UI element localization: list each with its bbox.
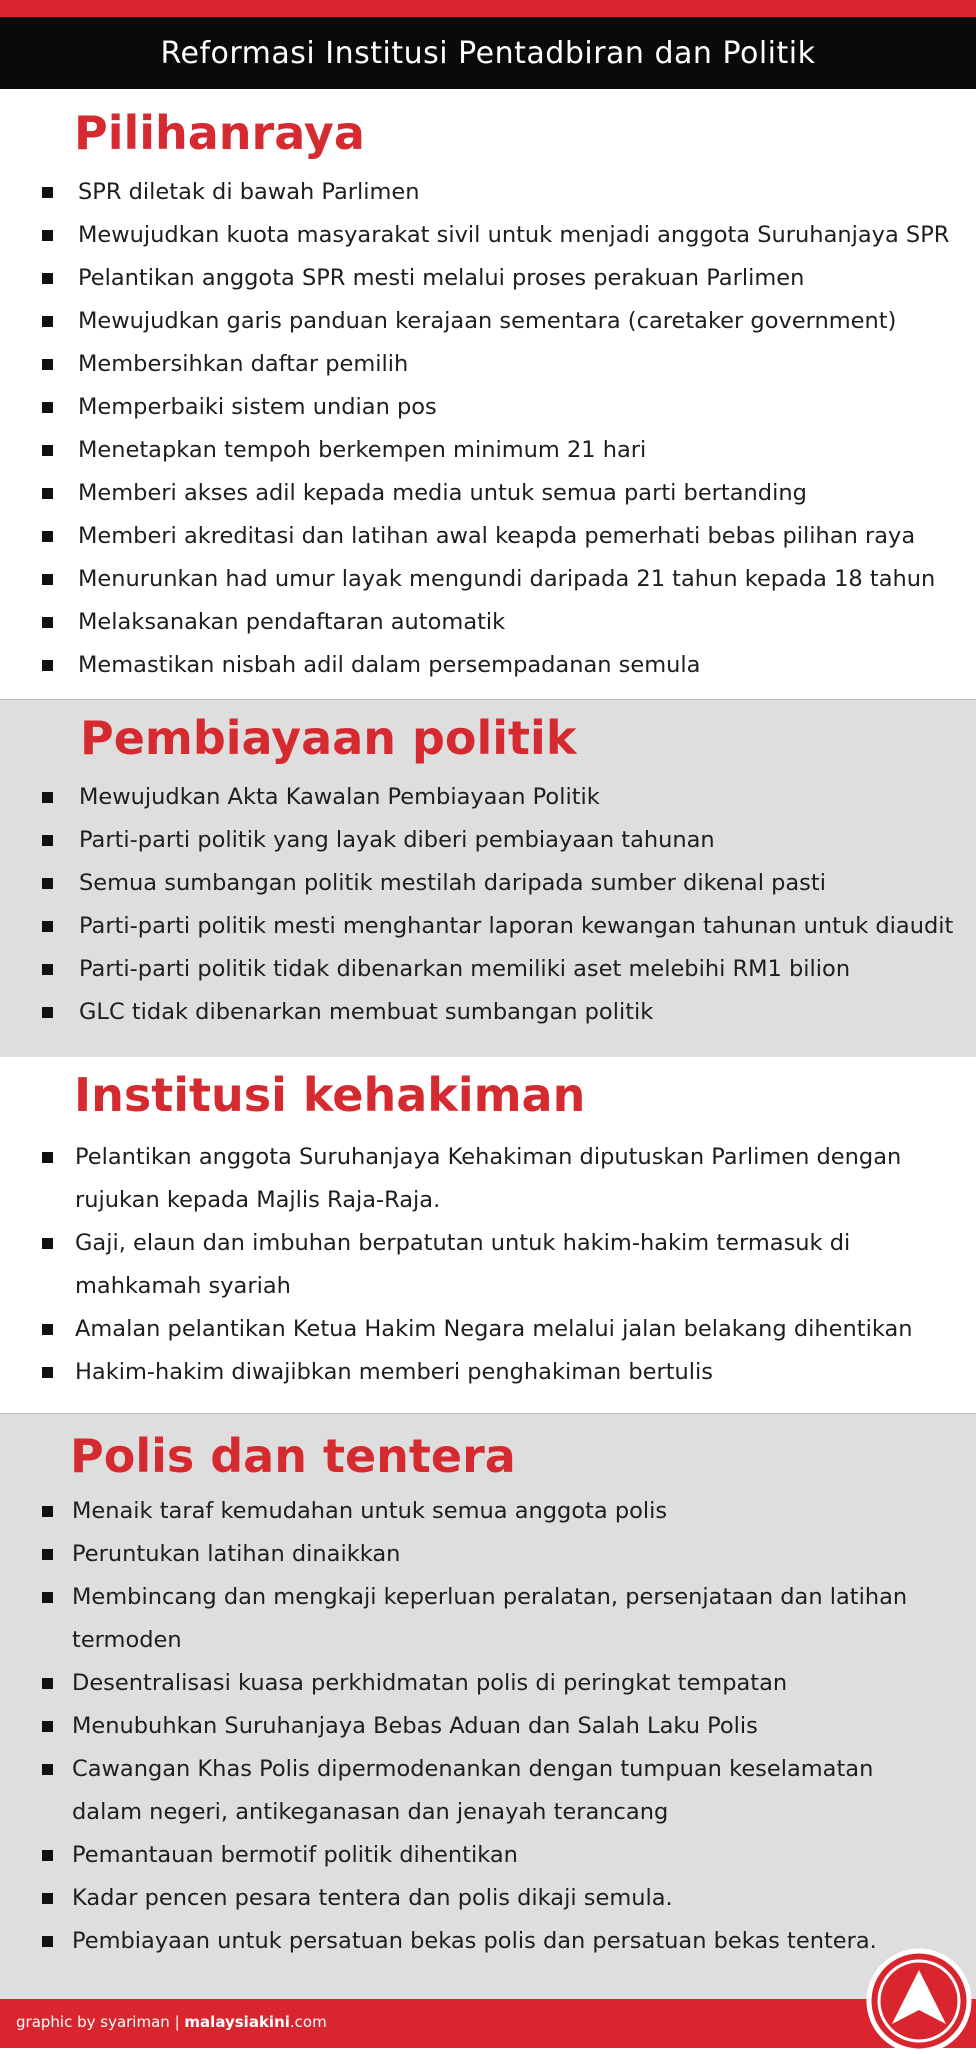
- bullet-icon: [42, 273, 53, 284]
- brand-name: malaysiakini: [184, 2013, 290, 2031]
- bullet-icon: [42, 878, 53, 889]
- bullet-icon: [42, 921, 53, 932]
- list-item-text: Membersihkan daftar pemilih: [78, 351, 409, 377]
- list-item: [0, 1351, 976, 1394]
- list-item-text: Kadar pencen pesara tentera dan polis dikaji semula.: [72, 1885, 673, 1911]
- list-item: [0, 1308, 976, 1351]
- list-item: [0, 343, 976, 386]
- list-item-text: Cawangan Khas Polis dipermodenankan dengan tumpuan keselamatan: [72, 1756, 874, 1782]
- bullet-icon: [42, 574, 53, 585]
- section-institusi-kehakiman: [0, 1057, 976, 1413]
- list-item-text: Memberi akses adil kepada media untuk semua parti bertanding: [78, 480, 807, 506]
- list-item: [0, 862, 976, 905]
- list-item: [0, 1222, 976, 1308]
- bullet-icon: [42, 835, 53, 846]
- bullet-icon: [42, 1007, 53, 1018]
- section-list: [0, 1136, 976, 1394]
- footer-bar: [0, 1999, 976, 2048]
- list-item-text: Pembiayaan untuk persatuan bekas polis dan persatuan bekas tentera.: [72, 1928, 877, 1954]
- bullet-icon: [42, 1850, 53, 1861]
- section-heading: Polis dan tentera: [70, 1429, 516, 1483]
- list-item: [0, 1920, 976, 1963]
- list-item-text: Melaksanakan pendaftaran automatik: [78, 609, 506, 635]
- list-item: [0, 644, 976, 687]
- list-item-text: Parti-parti politik tidak dibenarkan memiliki aset melebihi RM1 bilion: [79, 956, 851, 982]
- list-item-text: Memberi akreditasi dan latihan awal keapda pemerhati bebas pilihan raya: [78, 523, 916, 549]
- list-item-text: termoden: [72, 1627, 182, 1653]
- list-item: [0, 300, 976, 343]
- list-item-text: Memastikan nisbah adil dalam persempadanan semula: [78, 652, 701, 678]
- list-item: [0, 257, 976, 300]
- list-item: [0, 776, 976, 819]
- section-heading: Pilihanraya: [74, 106, 365, 160]
- list-item-text: Amalan pelantikan Ketua Hakim Negara melalui jalan belakang dihentikan: [75, 1316, 913, 1342]
- bullet-icon: [42, 1238, 53, 1249]
- bullet-icon: [42, 1506, 53, 1517]
- list-item: [0, 1533, 976, 1576]
- list-item-text: SPR diletak di bawah Parlimen: [78, 179, 420, 205]
- list-item: [0, 991, 976, 1034]
- bullet-icon: [42, 531, 53, 542]
- bullet-icon: [42, 187, 53, 198]
- list-item-text: Mewujudkan garis panduan kerajaan sementara (caretaker government): [78, 308, 897, 334]
- list-item-text: Memperbaiki sistem undian pos: [78, 394, 437, 420]
- list-item: [0, 1136, 976, 1222]
- list-item-text: GLC tidak dibenarkan membuat sumbangan politik: [79, 999, 654, 1025]
- credit-text: graphic by syariman: [16, 2013, 170, 2031]
- section-heading: Institusi kehakiman: [74, 1068, 586, 1122]
- list-item-text: Desentralisasi kuasa perkhidmatan polis di peringkat tempatan: [72, 1670, 788, 1696]
- list-item-text: Membincang dan mengkaji keperluan peralatan, persenjataan dan latihan: [72, 1584, 908, 1610]
- list-item: [0, 601, 976, 644]
- bullet-icon: [42, 1549, 53, 1560]
- list-item: [0, 1705, 976, 1748]
- list-item-text: rujukan kepada Majlis Raja-Raja.: [75, 1187, 441, 1213]
- bullet-icon: [42, 792, 53, 803]
- bullet-icon: [42, 660, 53, 671]
- list-item-text: Semua sumbangan politik mestilah daripada sumber dikenal pasti: [79, 870, 826, 896]
- bullet-icon: [42, 445, 53, 456]
- list-item-text: Hakim-hakim diwajibkan memberi penghakiman bertulis: [75, 1359, 714, 1385]
- bullet-icon: [42, 1324, 53, 1335]
- bullet-icon: [42, 1721, 53, 1732]
- list-item-text: Menetapkan tempoh berkempen minimum 21 hari: [78, 437, 647, 463]
- list-item-text: Menurunkan had umur layak mengundi daripada 21 tahun kepada 18 tahun: [78, 566, 936, 592]
- bullet-icon: [42, 1764, 53, 1775]
- section-list: [0, 171, 976, 687]
- list-item: [0, 819, 976, 862]
- list-item: [0, 1576, 976, 1662]
- bullet-icon: [42, 1678, 53, 1689]
- bullet-icon: [42, 1936, 53, 1947]
- list-item-text: Pelantikan anggota SPR mesti melalui proses perakuan Parlimen: [78, 265, 805, 291]
- bullet-icon: [42, 1152, 53, 1163]
- list-item-text: Mewujudkan Akta Kawalan Pembiayaan Politik: [79, 784, 600, 810]
- list-item: [0, 1662, 976, 1705]
- list-item: [0, 1490, 976, 1533]
- list-item: [0, 1877, 976, 1920]
- list-item: [0, 472, 976, 515]
- list-item-text: dalam negeri, antikeganasan dan jenayah terancang: [72, 1799, 669, 1825]
- section-list: [0, 776, 976, 1034]
- bullet-icon: [42, 230, 53, 241]
- credit-separator: |: [174, 2013, 180, 2031]
- list-item: [0, 948, 976, 991]
- list-item-text: Gaji, elaun dan imbuhan berpatutan untuk hakim-hakim termasuk di: [75, 1230, 851, 1256]
- bullet-icon: [42, 617, 53, 628]
- list-item-text: Menaik taraf kemudahan untuk semua anggota polis: [72, 1498, 668, 1524]
- bullet-icon: [42, 402, 53, 413]
- section-polis-dan-tentera: [0, 1413, 976, 1999]
- section-pilihanraya: [0, 89, 976, 699]
- list-item-text: Mewujudkan kuota masyarakat sivil untuk menjadi anggota Suruhanjaya SPR: [78, 222, 950, 248]
- list-item: [0, 515, 976, 558]
- bullet-icon: [42, 1367, 53, 1378]
- list-item-text: Menubuhkan Suruhanjaya Bebas Aduan dan Salah Laku Polis: [72, 1713, 758, 1739]
- list-item-text: Parti-parti politik yang layak diberi pembiayaan tahunan: [79, 827, 715, 853]
- list-item: [0, 386, 976, 429]
- bullet-icon: [42, 488, 53, 499]
- section-pembiayaan-politik: [0, 699, 976, 1057]
- list-item-text: Parti-parti politik mesti menghantar laporan kewangan tahunan untuk diaudit: [79, 913, 954, 939]
- list-item: [0, 905, 976, 948]
- list-item: [0, 558, 976, 601]
- bullet-icon: [42, 964, 53, 975]
- page-title: Reformasi Institusi Pentadbiran dan Politik: [0, 17, 976, 89]
- footer-credit: [16, 2013, 327, 2031]
- section-heading: Pembiayaan politik: [80, 711, 577, 765]
- top-accent-stripe: [0, 0, 976, 17]
- list-item-text: Peruntukan latihan dinaikkan: [72, 1541, 401, 1567]
- list-item: [0, 1748, 976, 1834]
- list-item-text: Pelantikan anggota Suruhanjaya Kehakiman diputuskan Parlimen dengan: [75, 1144, 902, 1170]
- list-item: [0, 171, 976, 214]
- bullet-icon: [42, 359, 53, 370]
- list-item: [0, 429, 976, 472]
- list-item-text: Pemantauan bermotif politik dihentikan: [72, 1842, 518, 1868]
- section-list: [0, 1490, 976, 1963]
- brand-domain: .com: [289, 2013, 327, 2031]
- list-item: [0, 214, 976, 257]
- bullet-icon: [42, 1592, 53, 1603]
- list-item: [0, 1834, 976, 1877]
- malaysiakini-arrow-logo-icon[interactable]: [866, 1948, 972, 2054]
- bullet-icon: [42, 1893, 53, 1904]
- list-item-text: mahkamah syariah: [75, 1273, 291, 1299]
- bullet-icon: [42, 316, 53, 327]
